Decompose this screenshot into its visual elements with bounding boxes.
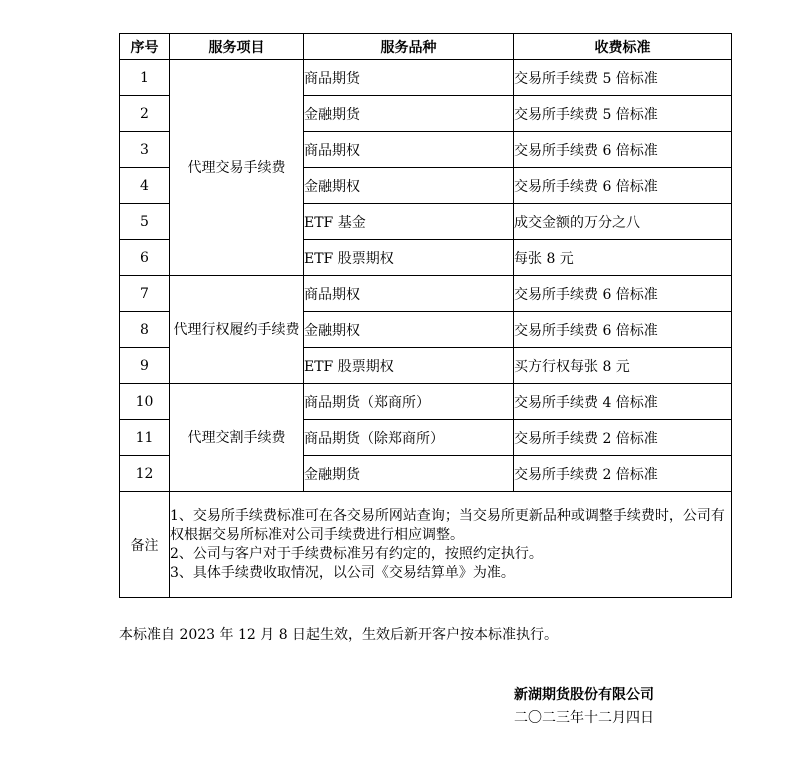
row-variety: 金融期货 xyxy=(304,96,514,132)
row-fee: 交易所手续费 5 倍标准 xyxy=(514,60,732,96)
row-variety: ETF 股票期权 xyxy=(304,240,514,276)
row-no: 10 xyxy=(120,384,170,420)
row-no: 7 xyxy=(120,276,170,312)
remark-line-3: 3、具体手续费收取情况，以公司《交易结算单》为准。 xyxy=(170,564,515,581)
row-fee: 交易所手续费 6 倍标准 xyxy=(514,276,732,312)
row-fee: 交易所手续费 4 倍标准 xyxy=(514,384,732,420)
header-item: 服务项目 xyxy=(170,34,304,60)
effective-note: 本标准自 2023 年 12 月 8 日起生效，生效后新开客户按本标准执行。 xyxy=(119,627,559,643)
row-no: 11 xyxy=(120,420,170,456)
row-no: 3 xyxy=(120,132,170,168)
row-no: 2 xyxy=(120,96,170,132)
row-no: 5 xyxy=(120,204,170,240)
row-variety: 商品期权 xyxy=(304,132,514,168)
service-item-delivery: 代理交割手续费 xyxy=(170,384,304,492)
remark-label: 备注 xyxy=(120,492,170,598)
table-row xyxy=(120,276,732,312)
header-no: 序号 xyxy=(120,34,170,60)
signature-date: 二〇二三年十二月四日 xyxy=(514,710,654,726)
row-variety: 商品期货 xyxy=(304,60,514,96)
row-variety: 金融期权 xyxy=(304,312,514,348)
row-fee: 交易所手续费 6 倍标准 xyxy=(514,168,732,204)
table-row xyxy=(120,384,732,420)
row-no: 12 xyxy=(120,456,170,492)
table-header-row xyxy=(120,34,732,60)
remark-body xyxy=(170,492,732,598)
row-no: 6 xyxy=(120,240,170,276)
table-row xyxy=(120,60,732,96)
row-no: 9 xyxy=(120,348,170,384)
signature-company: 新湖期货股份有限公司 xyxy=(514,687,654,703)
row-variety: 商品期权 xyxy=(304,276,514,312)
header-fee: 收费标准 xyxy=(514,34,732,60)
row-fee: 成交金额的万分之八 xyxy=(514,204,732,240)
row-fee: 买方行权每张 8 元 xyxy=(514,348,732,384)
row-fee: 交易所手续费 6 倍标准 xyxy=(514,132,732,168)
remark-row xyxy=(120,492,732,598)
row-fee: 交易所手续费 5 倍标准 xyxy=(514,96,732,132)
row-variety: 金融期货 xyxy=(304,456,514,492)
service-item-trading: 代理交易手续费 xyxy=(170,60,304,276)
row-fee: 交易所手续费 2 倍标准 xyxy=(514,456,732,492)
remark-line-1: 1、交易所手续费标准可在各交易所网站查询；当交易所更新品种或调整手续费时，公司有权根据交易所标准对公司手续费进行相应调整。 xyxy=(170,507,725,543)
row-fee: 交易所手续费 2 倍标准 xyxy=(514,420,732,456)
row-fee: 每张 8 元 xyxy=(514,240,732,276)
row-variety: 金融期权 xyxy=(304,168,514,204)
row-variety: ETF 股票期权 xyxy=(304,348,514,384)
remark-line-2: 2、公司与客户对于手续费标准另有约定的，按照约定执行。 xyxy=(170,545,543,562)
service-item-exercise: 代理行权履约手续费 xyxy=(170,276,304,384)
fee-table xyxy=(119,33,732,598)
row-variety: ETF 基金 xyxy=(304,204,514,240)
row-variety: 商品期货（除郑商所） xyxy=(304,420,514,456)
header-variety: 服务品种 xyxy=(304,34,514,60)
row-no: 1 xyxy=(120,60,170,96)
row-no: 8 xyxy=(120,312,170,348)
row-no: 4 xyxy=(120,168,170,204)
row-variety: 商品期货（郑商所） xyxy=(304,384,514,420)
row-fee: 交易所手续费 6 倍标准 xyxy=(514,312,732,348)
